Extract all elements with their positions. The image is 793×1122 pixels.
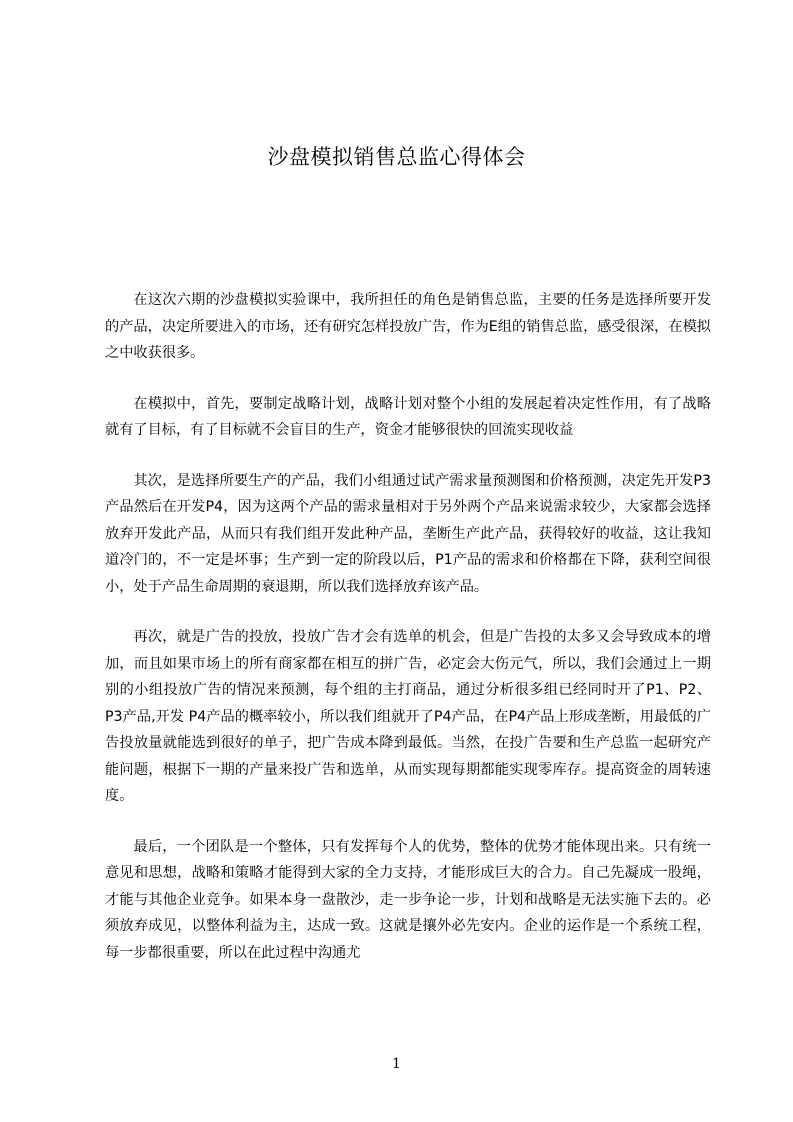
paragraph-strategy: 在模拟中，首先，要制定战略计划，战略计划对整个小组的发展起着决定性作用，有了战略就有了目标，有了目标就不会盲目的生产，资金才能够很快的回流实现收益 bbox=[105, 395, 711, 438]
paragraph-product-selection: 其次，是选择所要生产的产品，我们小组通过试产需求量预测图和价格预测，决定先开发P3产品然后在开发P4，因为这两个产品的需求量相对于另外两个产品来说需求较少，大家都会选择放弃开发此产品，从而只有我们组开发此种产品，垄断生产此产品，获得较好的收益，这让我知道冷门的，不一定是坏事；生产到一定的阶段以后，P1产品的需求和价格都在下降，获利空间很小，处于产品生命周期的衰退期，所以我们选择放弃该产品。 bbox=[105, 472, 711, 595]
paragraph-intro: 在这次六期的沙盘模拟实验课中，我所担任的角色是销售总监，主要的任务是选择所要开发的产品，决定所要进入的市场，还有研究怎样投放广告，作为E组的销售总监，感受很深，在模拟之中收获很多。 bbox=[105, 292, 711, 361]
document-title: 沙盘模拟销售总监心得体会 bbox=[267, 145, 526, 169]
paragraph-advertising: 再次，就是广告的投放，投放广告才会有选单的机会，但是广告投的太多又会导致成本的增加，而且如果市场上的所有商家都在相互的拼广告，必定会大伤元气，所以，我们会通过上一期别的小组投放广告的情况来预测，每个组的主打商品，通过分析很多组已经同时开了P1、P2、P3产品,开发 P4产品的概率较小，所以我们组就开了P4产品，在P4产品上形成垄断，用最低的广告投放量就能选到很好的单子，把广告成本降到最低。当然，在投广告要和生产总监一起研究产能问题，根据下一期的产量来投广告和选单，从而实现每期都能实现零库存。提高资金的周转速度。 bbox=[105, 629, 711, 804]
paragraph-teamwork: 最后，一个团队是一个整体，只有发挥每个人的优势，整体的优势才能体现出来。只有统一意见和思想，战略和策略才能得到大家的全力支持，才能形成巨大的合力。自己先凝成一股绳，才能与其他企业竞争。如果本身一盘散沙，走一步争论一步，计划和战略是无法实施下去的。必须放弃成见，以整体利益为主，达成一致。这就是攘外必先安内。企业的运作是一个系统工程，每一步都很重要，所以在此过程中沟通尤 bbox=[105, 838, 711, 961]
page-number: 1 bbox=[392, 1056, 401, 1072]
document-body bbox=[105, 287, 711, 990]
